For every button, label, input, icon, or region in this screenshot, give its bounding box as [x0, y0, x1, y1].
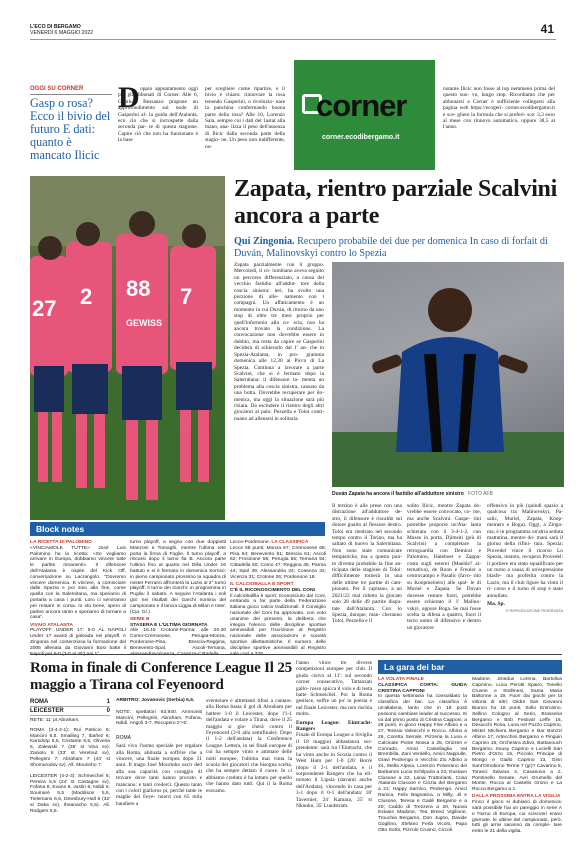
issue-date: VENERDÌ 6 MAGGIO 2022	[30, 30, 94, 36]
serie-b-head: SERIE B	[130, 616, 150, 622]
jersey-88: 88	[126, 276, 151, 301]
main-byline: Ma. Sp.	[487, 601, 505, 608]
note1-text: «VINCIAMOLE TUTTE» Josè Luis Palomino ha la ricetta: «Se vogliamo arrivare in Europa, dobbiamo vincere tutte le partite rimanenti». Il difensore dell'Atalanta è ospite del Kick Off, conversazione su Lacrangolo. "Dovremo vincere domenica. E vincere, a cominciare dalle Spezia e poi sino alla fine, come quella con la Salernitana, ma speriamo di portarla a casa i punti. Loro ci serviranno per restare in corsa. Io sto bene, spero di partire ancora tanto e speriamo di tornare a casa".	[30, 545, 126, 621]
paper-name: L'ECO DI BERGAMO	[30, 24, 81, 30]
jersey-sponsor: GEWISS	[126, 318, 163, 328]
zapata-caption-credit: FOTO AFB	[468, 491, 493, 497]
conference-note: NOTE: spettatori 63.940. Ammoniti Mancini, Pellegrini, Abraham, Fofana, Ndidi. Angoli 3-7. Recupero 2'+5'.	[116, 709, 202, 727]
block-notes-col1	[30, 540, 126, 657]
note1-head: LA RICETTA DI PALOMINO	[30, 540, 92, 545]
note2-text: PLAYOFF UNDER 17: 5-0 AL NAPOLI Under 17 avanti di goleada nei playoff. A Zingonia nel contenziosa la formazione del 2005 allenata da Giovanni Bosi batte il Napoli per 5-0 (2-0 al 45') nei 1°	[30, 628, 126, 657]
main-headline: Zapata, rientro parziale Scalvini ancora a parte	[234, 176, 557, 229]
gara-bar-title: La gara dei bar	[378, 660, 562, 674]
calciobalilla-text: Il calciobalilla è sport: riconosciuto dal Coni, entrando a far parte della Federazione italiana gioco calcio tradizionali. Il Consiglio nazionale del Coni ha approvato, con voto unanime dei presenti, la delibera che integra l'elenco delle discipline sportive ammissibili per l'iscrizione al Registro nazionale delle associazioni e società sportive dilettantistiche. Il numero delle discipline sportive ammissibili al Registro sale così a 379.	[230, 593, 326, 657]
main-col3: solito Ilicic, mentre Zapata do- vrebbe essere convocato, co- me, ma anche Scalvini. Gaspe- rini potrebbe proporre un'Ata- lanta schierata con il 3-4-1-2, con Musso in porta, Djimsiti (più di Scalvini) a completare la retroguardia con Demiral e Palomino, Hateboer e Zappa- costa sugli esterni (Maehle? al- ternativa), de Roon e Freuler a centrocampo e Pasalic (favo- rito su Koopmeiners) alle spal- le di Muriel e Zapata. Se Duvan dovesse restare fuori, potrebbe essere schierato il 1' Malino- vskyi, oppure Boga. Se mai fosse scelta la difesa a quattro, fuori il terzo uomo di difensivo e dentro un giocatore	[407, 503, 481, 631]
gara-text2: Madone, Jmedus Lorena, Bartollus Capmino, Luca Perotti Spairo, Tonello Crusne e Stollmesi, Santa Maria Baltonne a 19, Fuori dai giochi per la vittoria di altri: Gildre San Giovanni Bianco ha 18 punti, Sollo Entrusino, Sellino Cologno al Serio, Brasseria Bergamo e Bnb Festival Leffe 16, Desucchi Rosa, Luna nel Pozzo Caprino, Mister Michiera Bergamo e Bar Bonzzi Albino 17, Artecchini Bergamo e Pinguin Caprino 16, Orchestra Zdivo, Battanouch Bergamo, Sousy Caprino e Lucielli San Pietro d'Orzo 15, Piccolo Principe di Mongo e Giallo Caprino 13, Ginn Sant'Omobono Terme 7 (gr)? Cavarino 5, Torasci Salvara 4, Casanova a 2, Pomtinello Senate, Avri Grumello del Monte, Rocca al Castello Grono e La Rocca Bergamo a 1.	[472, 677, 562, 793]
team-photo-graphic	[30, 176, 225, 520]
corner-logo: corner	[316, 88, 407, 123]
serie-b-text: Alle 16.15 Crotone-Parma; alle 20.30 Como-Cremonese, Perugia-Monza, Pordenone-Pisa, Brescia-Reggina, Benevento-Spal, Ascoli-Ternana, Alessandria-Vicenza, Cosenza-Cittadella	[130, 628, 226, 657]
team-photo	[30, 176, 225, 520]
conference-col2: sventolare e altrettanti tifosi a cantare, alla Roma basta il gol di Abraham per battere 1-0 il Leicester, dopo l'1-1 dell'andata e volare a Tirana, dove il 25 maggio si gio- cherà contro il Feyenoord (2-0 alla semifinale). Dopo il 1-2 dell'andata) la Conference League. Lettera, in sei finali europee di cui ha sempre vinto e ammare delle notti europee, l'ultima mai vinta la scuola dei giocatori che bisogna scelta, che ha sempre dettato il cuore. In ci abbiamo creduto è ha lottato per quello che hanno dato tutti. Qui il la Roma eravamo.	[206, 698, 292, 794]
conference-headline: Roma in finale di Conference League Il 25 maggio a Tirana col Feyenoord	[30, 660, 292, 693]
editorial-col3: notante Ilicic non fosse al top nemmeno prima del questo suo- vo, lungo stop. Ricordiamo che per abbonarsi a Corner è sufficiente collegarsi alla pagina web https://ecogeri- corner.ecodibergamo.it e sce- gliere la formula che si preferi- sce: 3,3 euro al mese con rinnovo automatico, oppure 38,5 al l'anno.	[443, 86, 555, 131]
gara-bar-col2	[472, 677, 562, 842]
corner-site: corner.ecodibergamo.it	[322, 134, 400, 141]
editorial-title: Gasp o rosa? Ecco il bivio del futuro E dati: quanto è mancato Ilicic	[30, 96, 111, 162]
editorial-col2: per scegliere come ripartire, e il bivio è chiaro: rinnovare la rosa tenendo Gasperini, o rivoluzio- nare la panchina confermando buona parte della rosa? Alle 10, Lorenzo Sala, sempre coi i dati del 1astat alla mano, ana- lizza il peso dell'assenza di Ilicic dalla seconda parte della stagio- ne. Un peso non indifferente, no-	[205, 86, 285, 150]
zapata-photo	[332, 262, 564, 487]
score-goals: RETE: 11' pt Abraham.	[30, 718, 80, 723]
classifica-head: LA CLASSIFICA	[271, 540, 309, 545]
main-col1: Zapata parzialmente con il gruppo. Mercoledì, il co- lombiano aveva seguito un percorso differenziato, a causa del vecchio fastidio all'addut- tore della coscia sinistra: ieri, ha svolto una porzione di alle- namento con i compagni. Un affaticamento è un momento in cui Duván, di ritorno da uno stop di oltre tre mesi proprio per quell'infortunio alla co- scia, non ha ancora trovato la condizione. La convocazione non dovrebbe essere in dubbio, ma resta da capire se Gasperini deciderà di schierarlo dal 1' an- che in Spezia-Atalanta, in pro- gramma domenica alle 12,30 al Picco di La Spezia. Continua a lavorare a parte Scalvini, che si è fermato dopo la Salernitana: il difensore la- menta un problema alla coscia sinistra, causato da una botta. Dovrebbe recuperare per do- menica, ma oggi la situazione sarà più chiara. Da escludere il rientro degli altri giocatori al palo: Pezzella e Toloi conti- nuano ad allenarsi in solitaria.	[234, 262, 324, 422]
block-notes-title: Block notes	[30, 522, 325, 536]
zapata-caption	[332, 491, 564, 497]
conference-text1: Sarà vivo l'uomo speciale per regalare alla Roma, abituata a soffrire che a vincere, una finale europea dopo 31 anni. Il mago José Mourinho uscir ded alla sua capacità con coraggio di trovare dove tanti hanno provato e mancano: e tanti crederci. Questo tanto con i colori gialloros pi, perché tante le maglie del Feye- noord con 65 mila bandiere a	[116, 743, 202, 807]
header-rule	[30, 39, 556, 40]
gara-bar-col1	[378, 677, 467, 842]
main-deck	[234, 236, 564, 259]
conference-col3	[296, 660, 372, 840]
calciobalilla-sub: C'È IL RICONOSCIMENTO DEL CONI	[230, 587, 315, 593]
lower-section-rule	[30, 654, 562, 655]
conference-col1	[116, 698, 202, 831]
note2-head: VIVAIO ATALANTA	[30, 622, 73, 628]
calciobalilla-head: IL CALCIOBALLA È SPORT	[230, 582, 294, 588]
page-number: 41	[540, 22, 554, 36]
editorial-col1: oppio appuntamento oggi per gli abbonati di Corner. Alle 6, Gianluca Bessanzo propone un approfondimento sul nodo di Gasperini al- la guida dell'Atalanta, ecn cio che si incrospette dalla seconda par- te di questa stagione. Capire ciò che non ha funzionato è la base	[118, 86, 198, 144]
score-box	[30, 698, 110, 814]
zapata-caption-text: Duván Zapata ha ancora il fastidio all'adduttore sinistro	[332, 491, 464, 497]
serie-b-sub: STASERA E L'ULTIMA GIORNATA	[130, 622, 208, 628]
score-row-roma	[30, 698, 110, 707]
gara-text2b: Finco il gioco si dubiano di domenica: sarà possibile hai un pareggio in serie A e l'turno di Europa, cui sciscveri erano giornate. le ultime del campionato, però, tutti gli arrivi saranno da comple- tare entro le 21 della vigilia.	[472, 800, 562, 835]
gara-text1: In questa settimana ha consolidato la classifica dei bar. La classifica è un'altalena, tanto che in 19 posti possono cambiare leader al successo. Si va dal primo posto di Cristina Capponi, a 28 punti, in gioco Happy Five Albino e a 27, Teresio Valsecchi e Rocco, Albino a 26, Coretta Serrale, Pizzeria la Luna e Calcinate Ponte Nossa a 25, Orizzeri e Conrado, Amici Castellaglia Val Brembilla, Zani Verdello, Amici Nappulle, Gravi Pedrengo e Vecchio Zio Albino a 24, Stella Alpina, Lorenzo Polverano dei Barbaroni Lucia Schilpario a 23, Gustavo Clusone a 22, Lanai Trattorianti, Cosa Atalanta Clusone e Cinzia del Bergamo a 21; Happy Sarnico, Pedrengo, Arnici Ranica, Felix Bagnatica, a Milly, Jil e Clusone, Teresa e Gadè Bergamo e a 20; Caddo di Trezzera a 20, Nuova Estasis Madone, Tea Breed Vigilione, Trouchia Bergamo, Don Jugno, Davide Gogilino, Stefano Ferla Vicolo, Papa Otto Sorbi, Pizzolo Crusno, Circoli	[378, 694, 467, 833]
gara-sub1: CLASSIFICA CORTA: GUIDA CRISTINA CAPPONI	[378, 682, 467, 694]
zapata-figure	[332, 262, 564, 487]
lineup-leicester: LEICESTER (4-2-3): Schmeichel 6; Pereira 5,5 (24' st Castagne sv), Fofana 6, Evans 6, Justin 6; Ndidi 6, Soumaré 5,5 (Maddison 5,5, Tielemans 6,5, Dewsbury-Hall 6 (32' st Daka sv), Iheanacho 6,5). All. Rodgers 5,5.	[30, 773, 110, 814]
conference-dateline: ROMA	[116, 735, 131, 742]
score-value-leicester: 0	[106, 708, 110, 714]
note2-continued: turno playoff, a segno con due doppietti Manzoni e Tornaghi, mentre l'ultima rete porta la firma di Foglie. Il turno playoff, a rincarsi dopo il turno fia B. Ancora parte l'ultimo fino al quarto nel Dilla Under 16 battuto e si è fermato in domenica Sorriso: in pieno campionato prossimo la squadra di mister Ferrario affronterà la Lazio al 2° turno playoff: il turno dei Garchi: in programma in Puglia: il sabato. A seguire l'Atalanta i soli gol: nei risultati dei Garchi nomina del campionato e il lancia Liggia di Milan e Inter. (Cia. Gr.)	[130, 540, 226, 615]
editorial-kicker-rule	[30, 94, 112, 95]
score-value-roma: 1	[106, 699, 110, 705]
europa-head: Europa League: Eintracht-Rangers	[296, 719, 372, 733]
classifica-text: Lecce 68 punti; Monza 67; Cremonese 66; Pisa 64; Benevento 61; Brescia 61; Ascoli 62; Frosinone 56; Perugia 55; Ternana 54; Cittadella 50; Como 47; Reggina 45; Parma 44; Spal 39; Alessandria 34; Cosenza 32; Vicenza 31; Crotone 26; Pordenone 18.	[230, 545, 326, 580]
editorial-dropcap: D	[118, 81, 140, 114]
main-copyright: © RIPRODUZIONE RISERVATA	[505, 607, 563, 613]
block-notes-col3	[230, 540, 326, 657]
conference-text3: l'anno vince tre diverse competizioni europee per club. Il giudo cisivo al 11': sul secondo corner consecutivo, Tattanzati gallo- rosso spicca il volo e di testa batte Schmeichel. Poi la Roma gestisce, soffre un po' in poesia e nel finale Leicester, ma non rischia molto.	[296, 660, 372, 718]
corner-ad[interactable]	[294, 60, 435, 170]
deck-lead: Qui Zingonia.	[234, 236, 295, 247]
main-col2: Il terzino è alle prese con una distrazione all'adduttore de- stro, il difensore è riscaldo sul dolore guaito al flessore destro. Toloi era rientrato nel secondo tempo contro il Torino, ma ha saltato di nuovo la Salernitana. Non sono state comunicate tempistiche, ma a questo pun- to diventa probabile la fine an- ticipata della stagione di Toloi: difficilmente tornerà in una delle ultime tre partite di cam- pionato. Per il capitano, a un 2021/22 mal ridotto la giocato solo 28 delle 49 partite dispu- tate dall'Atalanta. Con lo Spezia, dunque, man- cheranno Toloi, Pezzella e il	[332, 503, 402, 625]
masthead	[30, 24, 93, 36]
gara-head1: LA VOLATA FINALE	[378, 677, 424, 682]
jersey-27: 27	[32, 296, 57, 321]
score-row-leicester	[30, 707, 110, 716]
lineup-roma: ROMA (3-4-2-1): Rui Patricio 6; Mancini 6,5, Smalling 7, Ibañez 6; Karsdorp 6,5, Cristante 6,5, Oliveira 6, Zalewski 7 (35' st Vina sv); Zaniolo 6 (33' st Veretout sv), Pellegrini 7; Abraham 7 (44' st Shomurodov sv). All. Mourinho 7.	[30, 727, 110, 768]
main-col4-text: offensivo in più (quindi spazio a qualcosa tra Malinovskyi, Pa- salic, Muriel, Zapata, Koop- meiners e Boga). Oggi, a Zingo- nia, è in programma un'altra seduta mattutina, mentre do- mani sarà il giorno della rifini- tura. Spezia: Provedel vince il ricorso Lo Spezia, intanto, recupera Provedel: il portiere era stato squalificato per un turno a causa di un'espressione blasfe- ma proferita contro la Lazio, ma il club ligure ha vinto il ri- corso e il turno di stop è stato annullato.	[487, 503, 563, 599]
europa-text: Finale di Europa League a Siviglia il 18 maggio) abbastanza sor- prendente: sarà tra l'Eintracht, che ha vinto anche in Scozia contro il West Ham per 1-0 (26' Borré (dopo il 2-1 dell'andata, e il sorprendente Rangers che ha eli- minato il Lipsia (davanti anche dell'Andata), vincendo in casa per 3-1 dopo il 0-1 dell'andata: 18' Tavernier, 24' Kamara, 25' st Nkunku, 35' Lundstram.	[296, 732, 372, 809]
gara-head2: DALLA PROSSIMA ENTRA LA VIGILIA	[472, 794, 561, 800]
jersey-7: 7	[180, 284, 193, 309]
conference-arbitro: ARBITRO: Jovanovic (Serbia) 6,5.	[116, 698, 195, 703]
editorial-kicker: OGGI SU CORNER	[30, 86, 84, 92]
block-notes-col2	[130, 540, 226, 657]
jersey-2: 2	[80, 284, 93, 309]
score-team-leicester: LEICESTER	[30, 708, 64, 714]
serie-b-last: Lecce-Pordenone.	[230, 540, 270, 545]
deck-text: Recupero probabile dei due per domenica In caso di forfait di Duván, Malinovskyi contro lo Spezia	[234, 236, 548, 259]
main-col4	[487, 503, 563, 633]
score-team-roma: ROMA	[30, 699, 49, 705]
